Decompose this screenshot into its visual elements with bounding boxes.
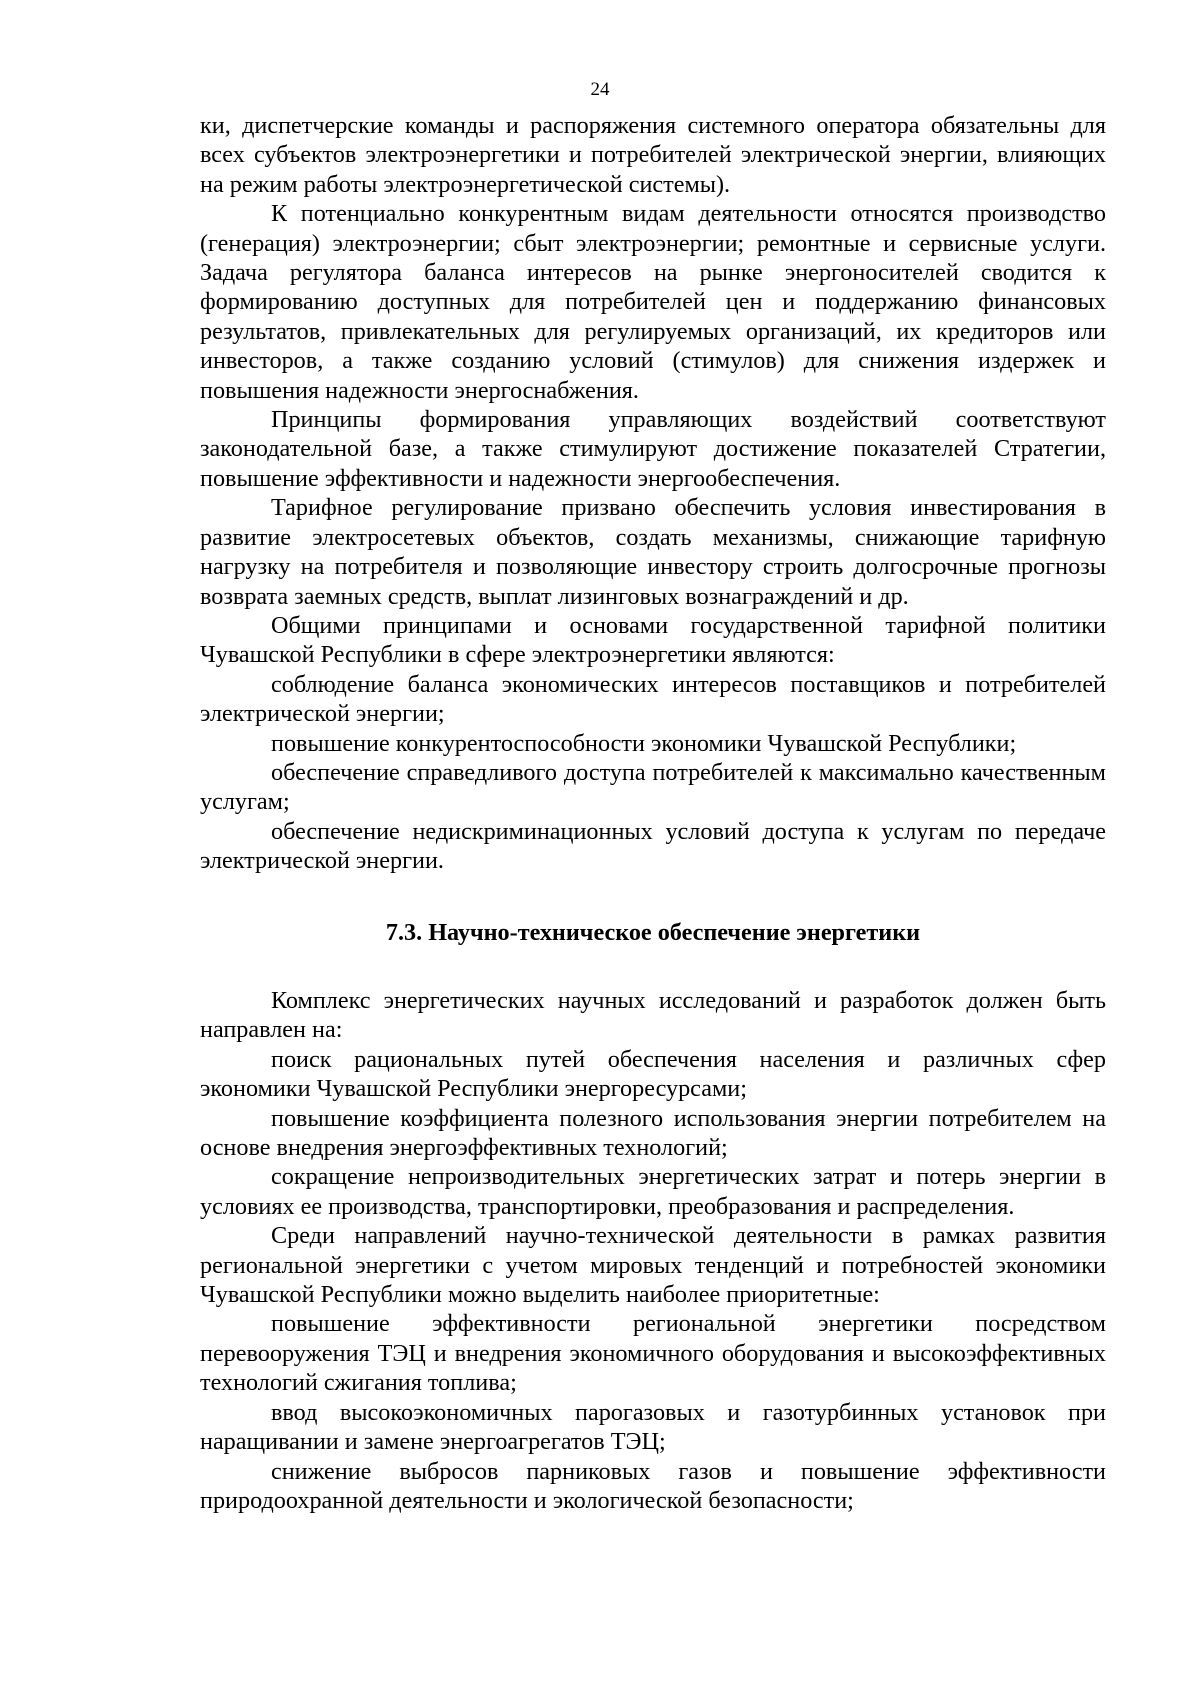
list-item-emissions: снижение выбросов парниковых газов и повышение эффективности природоохранной деятельности и экологической безопасности; xyxy=(200,1457,1106,1514)
paragraph-research-complex: Комплекс энергетических научных исследований и разработок должен быть направлен на: xyxy=(200,987,1106,1044)
paragraph-tariff-regulation: Тарифное регулирование призвано обеспечить условия инвестирования в развитие электросетевых объектов, создать механизмы, снижающие тарифную нагрузку на потребителя и позволяющие инвестору строить долгосрочные прогнозы возврата заемных средств, выплат лизинговых вознаграждений и др. xyxy=(200,494,1106,610)
list-item-rational-paths: поиск рациональных путей обеспечения населения и различных сфер экономики Чувашской Республики энергоресурсами; xyxy=(200,1045,1106,1103)
section-text-block xyxy=(200,986,1106,1515)
section-heading: 7.3. Научно-техническое обеспечение энергетики xyxy=(385,919,921,946)
list-item-efficiency-coefficient: повышение коэффициента полезного использования энергии потребителем на основе внедрения энергоэффективных технологий; xyxy=(200,1104,1106,1162)
paragraph-priority-directions: Среди направлений научно-технической деятельности в рамках развития региональной энергетики с учетом мировых тенденций и потребностей экономики Чувашской Республики можно выделить наиболее приоритетные: xyxy=(200,1222,1106,1309)
list-item-loss-reduction: сокращение непроизводительных энергетических затрат и потерь энергии в условиях ее производства, транспортировки, преобразования и распределения. xyxy=(200,1163,1106,1220)
paragraph-management-principles: Принципы формирования управляющих воздействий соответствуют законодательной базе, а также стимулируют достижение показателей Стратегии, повышение эффективности и надежности энергообеспечения. xyxy=(200,406,1106,492)
list-item-competitiveness: повышение конкурентоспособности экономики Чувашской Республики; xyxy=(271,729,1017,757)
paragraph-tariff-policy-intro: Общими принципами и основами государственной тарифной политики Чувашской Республики в сфере электроэнергетики являются: xyxy=(200,611,1106,669)
paragraph-competitive-activities: К потенциально конкурентным видам деятельности относятся производство (генерация) электроэнергии; сбыт электроэнергии; ремонтные и сервисные услуги. Задача регулятора баланса интересов на рынке энергоносителей сводится к формированию доступных для потребителей цен и поддержанию финансовых результатов, привлекательных для регулируемых организаций, их кредиторов или инвесторов, а также созданию условий (стимулов) для снижения издержек и повышения надежности энергоснабжения. xyxy=(200,200,1106,404)
list-item-nondiscrimination: обеспечение недискриминационных условий доступа к услугам по передаче электрической энергии. xyxy=(200,817,1106,875)
page-number: 24 xyxy=(590,79,610,100)
list-item-chp-modernization: повышение эффективности региональной энергетики посредством перевооружения ТЭЦ и внедрения экономичного оборудования и высокоэффективных технологий сжигания топлива; xyxy=(200,1310,1106,1397)
paragraph-continuation: ки, диспетчерские команды и распоряжения системного оператора обязательны для всех субъектов электроэнергетики и потребителей электрической энергии, влияющих на режим работы электроэнергетической системы). xyxy=(200,112,1106,198)
list-item-balance: соблюдение баланса экономических интересов поставщиков и потребителей электрической энергии; xyxy=(200,670,1106,728)
intro-text-block xyxy=(200,111,1106,876)
list-item-gas-turbine: ввод высокоэкономичных парогазовых и газотурбинных установок при наращивании и замене энергоагрегатов ТЭЦ; xyxy=(200,1398,1106,1456)
list-item-fair-access: обеспечение справедливого доступа потребителей к максимально качественным услугам; xyxy=(200,758,1106,816)
